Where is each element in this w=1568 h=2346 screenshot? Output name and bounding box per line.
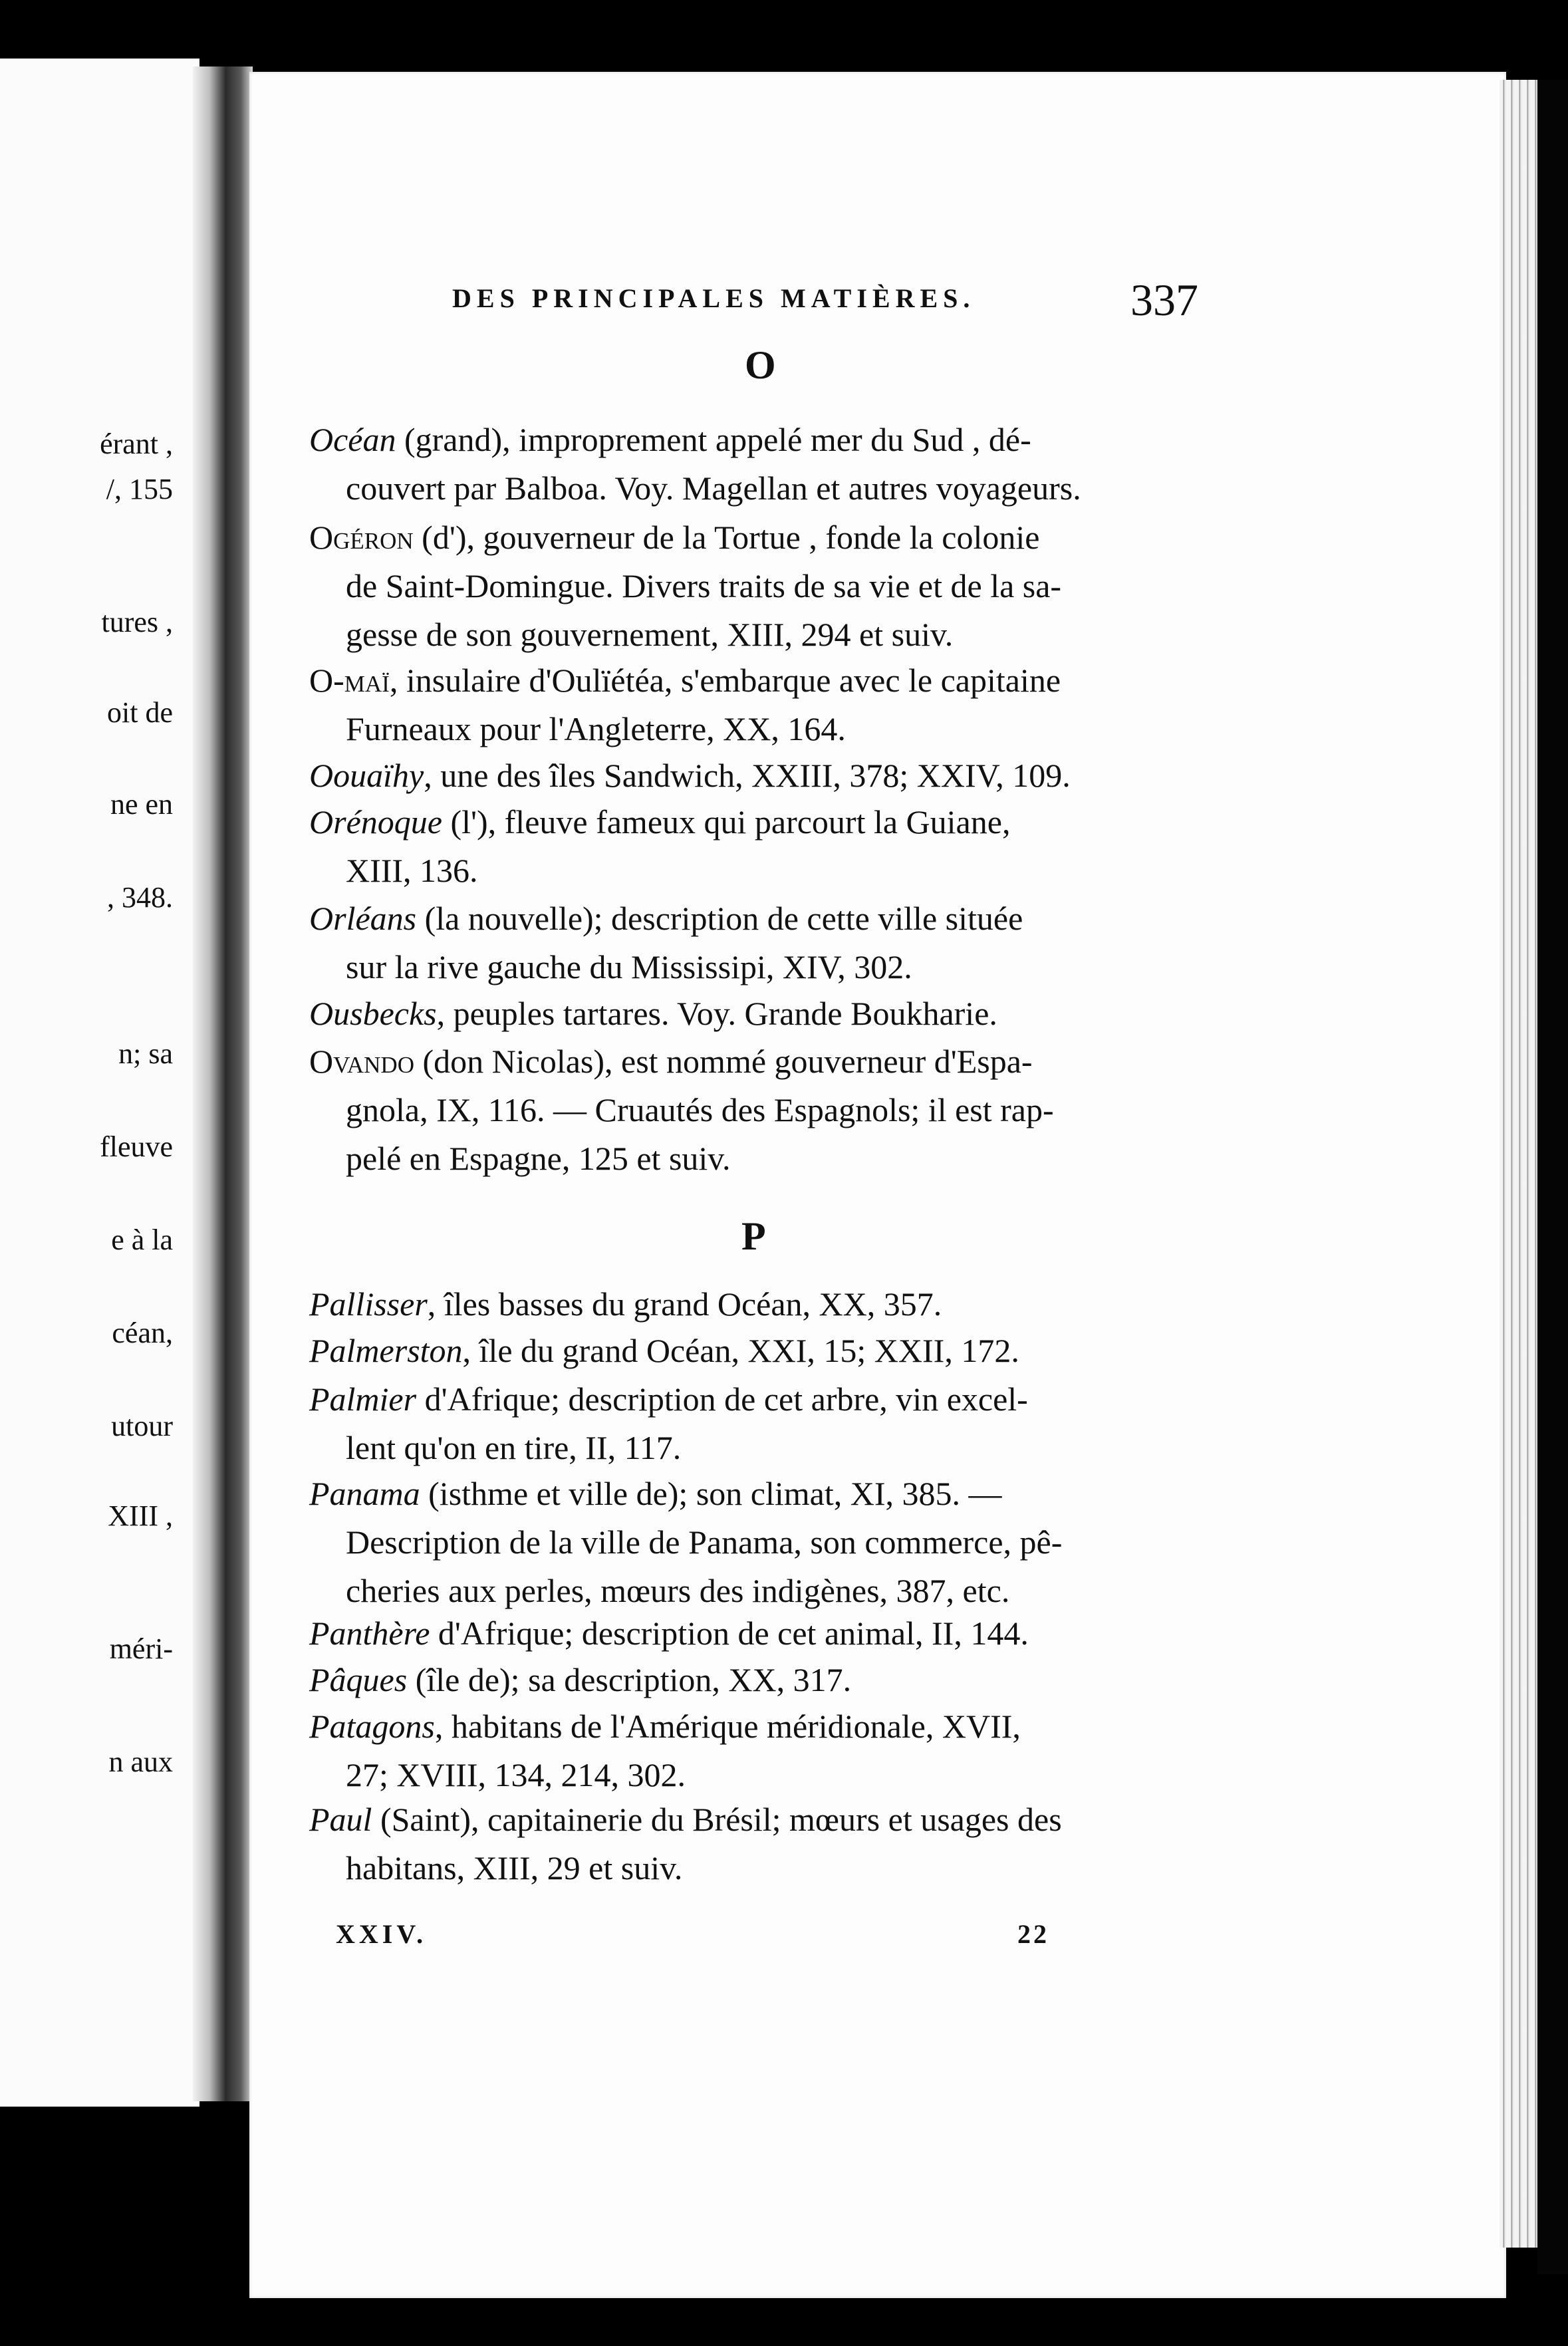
index-entry xyxy=(309,416,1217,513)
index-entry xyxy=(309,1037,1217,1183)
entry-text: , île du grand Océan, XXI, 15; XXII, 172. xyxy=(462,1332,1019,1369)
page-edge-shadow xyxy=(1537,80,1568,2274)
entry-text: lent qu'on en tire, II, 117. xyxy=(346,1429,682,1466)
left-facing-page xyxy=(0,59,199,2107)
entry-text: cheries aux perles, mœurs des indigènes, 387, etc. xyxy=(346,1572,1010,1609)
entry-text: (la nouvelle); description de cette ville située xyxy=(416,900,1023,937)
entry-text: (d'), gouverneur de la Tortue , fonde la colonie xyxy=(413,519,1040,556)
index-entry xyxy=(309,1470,1217,1615)
entry-text: XIII, 136. xyxy=(346,852,478,889)
entry-keyword: Paul xyxy=(309,1801,372,1838)
entry-text: 27; XVIII, 134, 214, 302. xyxy=(346,1756,686,1793)
entry-keyword: O-maï xyxy=(309,662,390,699)
entry-keyword: Pallisser xyxy=(309,1285,428,1323)
entry-text: couvert par Balboa. Voy. Magellan et autres voyageurs. xyxy=(346,469,1081,507)
entry-keyword: Ovando xyxy=(309,1043,414,1080)
entry-keyword: Palmier xyxy=(309,1380,417,1418)
index-entry xyxy=(309,513,1217,659)
index-entry xyxy=(309,656,1217,753)
entry-text: (l'), fleuve fameux qui parcourt la Guiane, xyxy=(442,803,1011,841)
index-entry xyxy=(309,1702,1217,1799)
entry-keyword: Patagons xyxy=(309,1708,435,1745)
page-edge xyxy=(1500,80,1539,2248)
left-fragment: oit de xyxy=(107,696,173,729)
left-fragment: tures , xyxy=(101,606,173,638)
entry-text: , habitans de l'Amérique méridionale, XVII, xyxy=(434,1708,1021,1745)
entry-text: , une des îles Sandwich, XXIII, 378; XXIV, 109. xyxy=(424,757,1071,794)
index-entry xyxy=(309,751,1217,800)
signature-mark: XXIV. xyxy=(336,1919,428,1949)
entry-text: (don Nicolas), est nommé gouverneur d'Espa- xyxy=(414,1043,1033,1080)
main-page xyxy=(249,72,1506,2298)
entry-keyword: Ousbecks xyxy=(309,995,437,1032)
entry-text: , insulaire d'Oulïétéa, s'embarque avec le capitaine xyxy=(389,662,1061,699)
entry-keyword: Panama xyxy=(309,1475,420,1512)
entry-text: gnola, IX, 116. — Cruautés des Espagnols; il est rap- xyxy=(346,1091,1054,1128)
running-head: DES PRINCIPALES MATIÈRES. xyxy=(452,283,976,313)
page-number: 337 xyxy=(1130,275,1198,325)
entry-keyword: Orénoque xyxy=(309,803,442,841)
index-entry xyxy=(309,1795,1217,1892)
entry-keyword: Ogéron xyxy=(309,519,414,556)
index-entry xyxy=(309,1280,1217,1329)
section-letter-p: P xyxy=(741,1214,766,1258)
entry-keyword: Palmerston xyxy=(309,1332,463,1369)
left-fragment: , 348. xyxy=(107,881,173,914)
entry-text: Description de la ville de Panama, son commerce, pê- xyxy=(346,1523,1063,1561)
entry-text: de Saint-Domingue. Divers traits de sa vie et de la sa- xyxy=(346,567,1062,604)
left-fragment: e à la xyxy=(111,1224,173,1256)
left-fragment: céan, xyxy=(112,1317,173,1349)
index-entry xyxy=(309,1609,1217,1658)
entry-text: d'Afrique; description de cet animal, II, 144. xyxy=(430,1615,1029,1652)
entry-text: pelé en Espagne, 125 et suiv. xyxy=(346,1140,731,1177)
left-fragment: méri- xyxy=(109,1632,173,1665)
book-gutter xyxy=(193,66,253,2101)
left-fragment: n aux xyxy=(108,1746,173,1778)
index-entry xyxy=(309,798,1217,895)
entry-text: gesse de son gouvernement, XIII, 294 et suiv. xyxy=(346,616,954,653)
section-letter-o: O xyxy=(745,343,776,387)
left-fragment: utour xyxy=(111,1410,173,1442)
entry-text: (isthme et ville de); son climat, XI, 385. — xyxy=(420,1475,1002,1512)
index-entry xyxy=(309,1656,1217,1704)
entry-text: habitans, XIII, 29 et suiv. xyxy=(346,1849,683,1887)
left-fragment: XIII , xyxy=(108,1499,173,1532)
entry-text: d'Afrique; description de cet arbre, vin excel- xyxy=(416,1380,1028,1418)
left-fragment: érant , xyxy=(100,428,173,460)
entry-text: , îles basses du grand Océan, XX, 357. xyxy=(427,1285,942,1323)
index-entry xyxy=(309,894,1217,991)
index-entry xyxy=(309,989,1217,1038)
signature-number: 22 xyxy=(1017,1919,1049,1949)
entry-text: (Saint), capitainerie du Brésil; mœurs et usages des xyxy=(372,1801,1062,1838)
entry-keyword: Pâques xyxy=(309,1661,408,1698)
index-entry xyxy=(309,1327,1217,1375)
entry-text: (grand), improprement appelé mer du Sud , dé- xyxy=(396,421,1031,458)
entry-text: , peuples tartares. Voy. Grande Boukharie. xyxy=(436,995,997,1032)
entry-text: (île de); sa description, XX, 317. xyxy=(407,1661,852,1698)
entry-keyword: Orléans xyxy=(309,900,417,937)
entry-text: Furneaux pour l'Angleterre, XX, 164. xyxy=(346,710,846,747)
left-fragment: /, 155 xyxy=(106,473,173,505)
entry-text: sur la rive gauche du Mississipi, XIV, 302. xyxy=(346,948,912,985)
left-fragment: fleuve xyxy=(100,1130,173,1163)
left-fragment: n; sa xyxy=(118,1037,173,1070)
entry-keyword: Oouaïhy xyxy=(309,757,424,794)
index-entry xyxy=(309,1375,1217,1472)
left-fragment: ne en xyxy=(110,788,173,821)
entry-keyword: Océan xyxy=(309,421,396,458)
entry-keyword: Panthère xyxy=(309,1615,430,1652)
